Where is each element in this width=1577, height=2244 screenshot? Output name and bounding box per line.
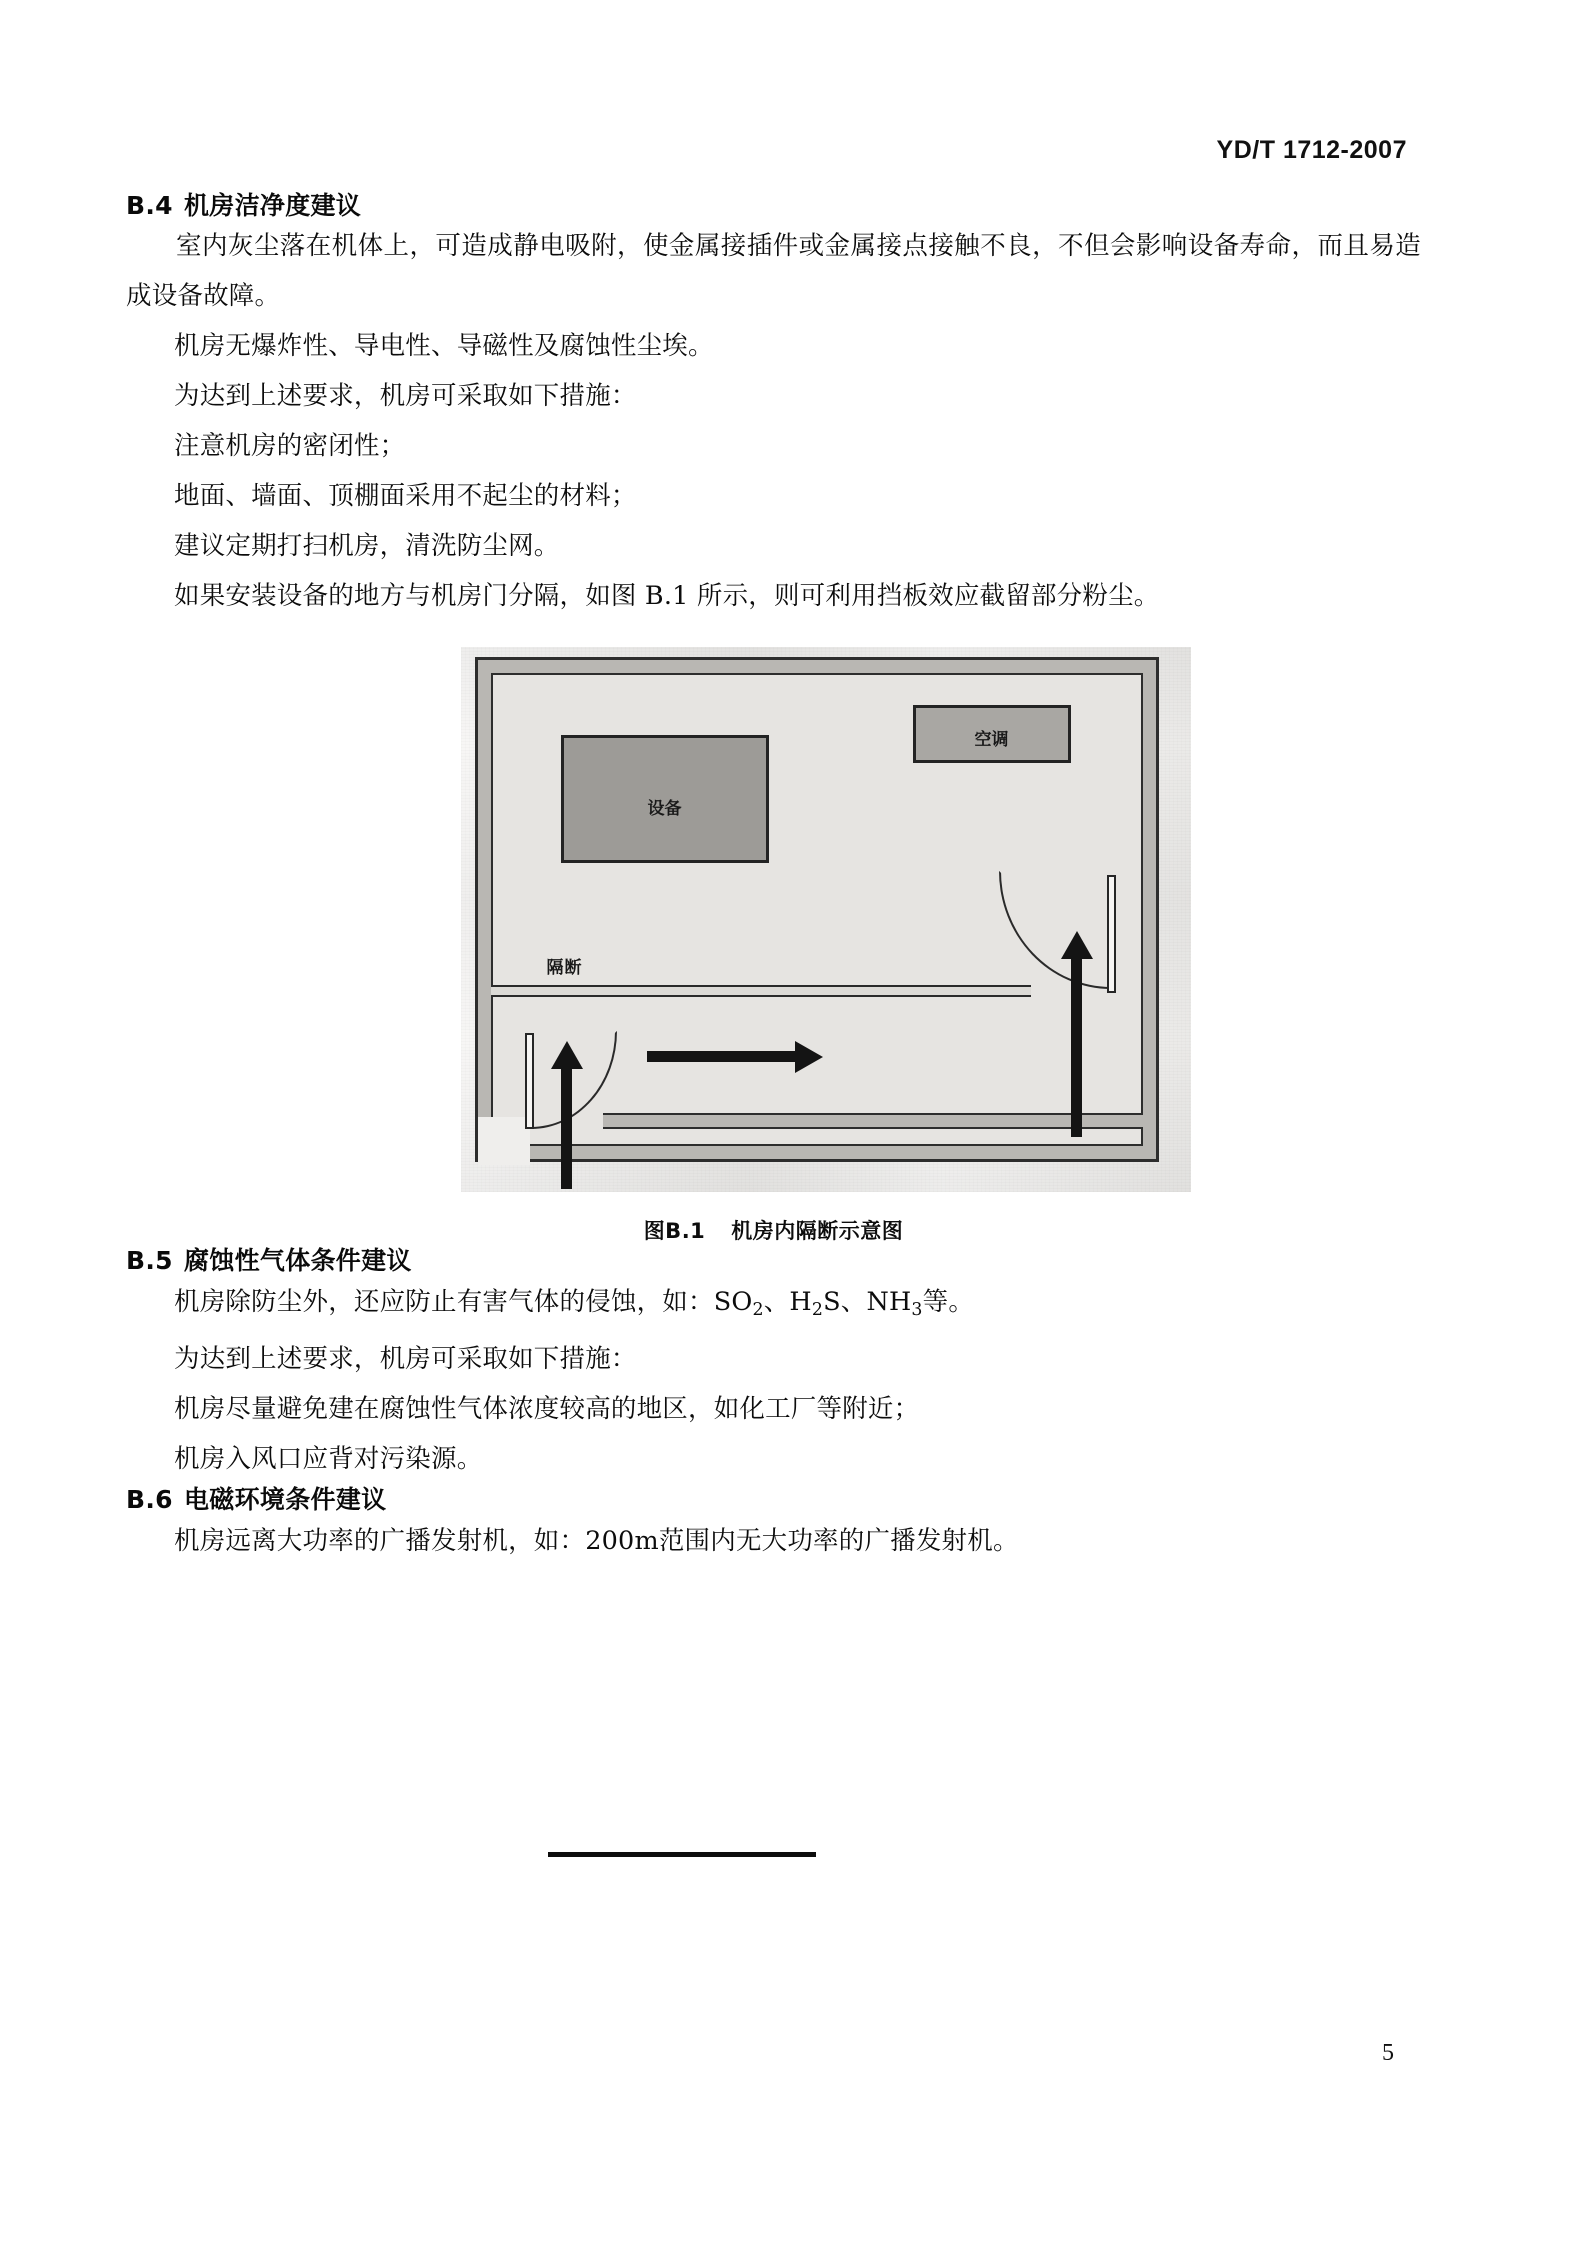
document-content (126, 190, 1421, 1566)
airflow-arrow-horizontal (647, 1051, 797, 1062)
partition-label: 隔断 (546, 958, 583, 979)
paragraph-b5-2: 机房入风口应背对污染源。 (174, 1444, 483, 1475)
air-conditioner-box (913, 705, 1071, 763)
paragraph-b6-0: 机房远离大功率的广播发射机，如：200m范围内无大功率的广播发射机。 (174, 1525, 1019, 1556)
section-number-b4: B.4 (126, 191, 173, 220)
paragraph-b5-1: 机房尽量避免建在腐蚀性气体浓度较高的地区，如化工厂等附近； (174, 1394, 920, 1425)
figure-b1-scan-image (461, 647, 1191, 1192)
paragraph-b4-1: 机房无爆炸性、导电性、导磁性及腐蚀性尘埃。 (174, 331, 714, 362)
airflow-arrow-right-door (1071, 957, 1082, 1137)
footer-divider-rule (548, 1852, 816, 1857)
gas-so2-subscript: 2 (752, 1299, 764, 1320)
paragraph-b4-4: 地面、墙面、顶棚面采用不起尘的材料； (174, 481, 637, 512)
page-number: 5 (1382, 2040, 1394, 2066)
section-number-b6: B.6 (126, 1485, 173, 1515)
section-heading-b5 (126, 1245, 1421, 1276)
figure-b1-caption-text: 机房内隔断示意图 (731, 1219, 904, 1244)
room-bottom-wall (603, 1113, 1143, 1129)
figure-b1-caption-label: 图B.1 (643, 1219, 706, 1244)
figure-b1-caption (126, 1215, 1421, 1245)
paragraph-b5-0: 为达到上述要求，机房可采取如下措施： (174, 1344, 637, 1375)
paragraph-b4-5: 建议定期打扫机房，清洗防尘网。 (174, 531, 560, 562)
door-leaf-left (525, 1033, 534, 1129)
door-leaf-right (1107, 875, 1116, 993)
figure-b1 (126, 647, 1421, 1245)
gas-text-suffix: 等。 (922, 1286, 975, 1317)
equipment-box-label: 设备 (647, 799, 682, 820)
section-title-b6: 电磁环境条件建议 (184, 1485, 387, 1515)
paragraph-b4-6: 如果安装设备的地方与机房门分隔，如图 B.1 所示，则可利用挡板效应截留部分粉尘。 (174, 581, 1160, 612)
air-conditioner-box-label: 空调 (974, 730, 1009, 751)
section-number-b5: B.5 (126, 1246, 173, 1276)
standard-number-header: YD/T 1712-2007 (1216, 136, 1407, 164)
equipment-box (561, 735, 769, 863)
paragraph-b5-gas (174, 1277, 1421, 1335)
paragraph-b4-3: 注意机房的密闭性； (174, 431, 406, 462)
gas-sep-1: 、H (763, 1286, 812, 1317)
gas-h2s-tail: S、NH (823, 1286, 912, 1317)
gas-text-prefix: 机房除防尘外，还应防止有害气体的侵蚀，如：SO (174, 1286, 753, 1317)
gas-h2s-subscript: 2 (811, 1299, 824, 1320)
airflow-arrow-left-door (561, 1067, 572, 1189)
partition-wall (491, 985, 1031, 997)
gas-nh3-subscript: 3 (911, 1299, 923, 1320)
paragraph-b4-2: 为达到上述要求，机房可采取如下措施： (174, 381, 637, 412)
section-title-b4: 机房洁净度建议 (184, 191, 362, 220)
paragraph-b4-0: 室内灰尘落在机体上，可造成静电吸附，使金属接插件或金属接点接触不良，不但会影响设备寿命，而且易造成设备故障。 (126, 231, 1421, 312)
section-heading-b6 (126, 1484, 1421, 1515)
section-title-b5: 腐蚀性气体条件建议 (184, 1246, 412, 1276)
section-heading-b4 (126, 190, 1421, 221)
wall-opening-bottom-left (478, 1117, 530, 1165)
